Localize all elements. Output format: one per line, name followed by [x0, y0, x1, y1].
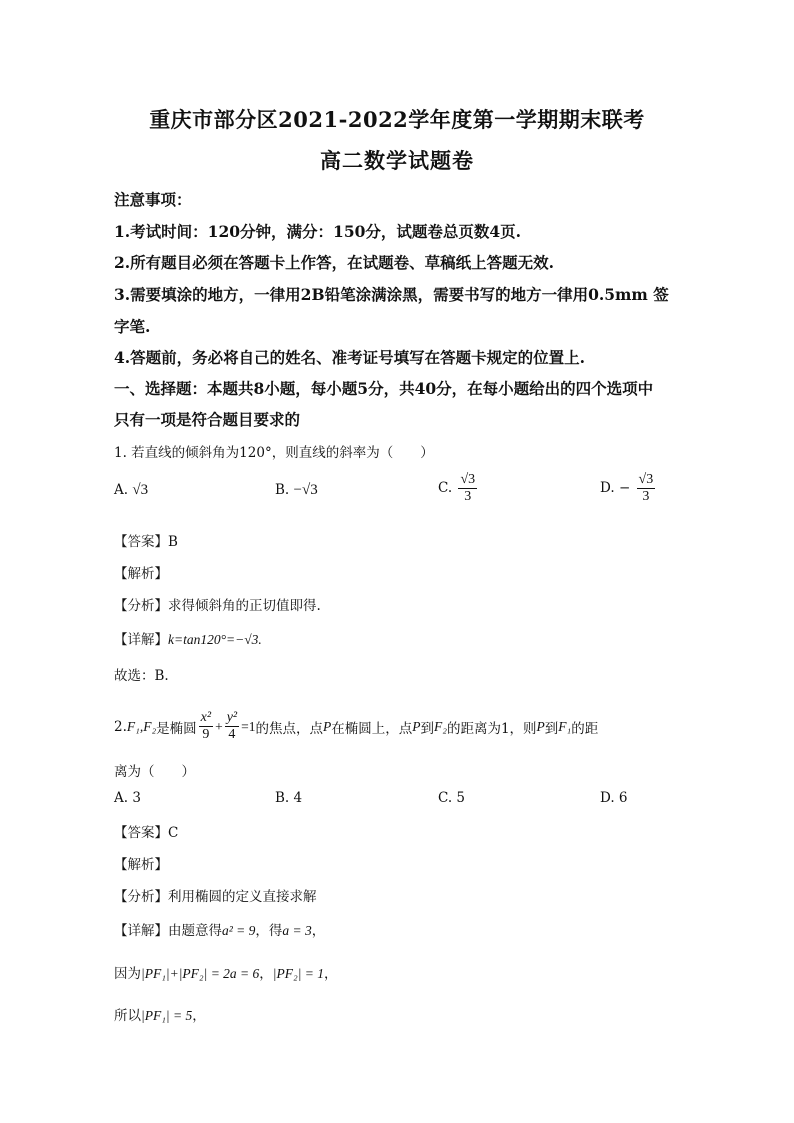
q1-fenxi	[114, 594, 321, 614]
note-item-1: 1.考试时间：120分钟，满分：150分，试题卷总页数4页.	[114, 222, 522, 241]
note-item-3-cont: 字笔.	[114, 317, 151, 336]
because-end: ，	[324, 966, 338, 982]
fenxi-text: 求得倾斜角的正切值即得.	[168, 598, 321, 614]
minus-sign: −	[618, 480, 631, 497]
denominator: 4	[228, 727, 236, 743]
because-math: |PF₁|+|PF₂| = 2a = 6	[141, 966, 260, 981]
stem-text: 到	[544, 720, 559, 737]
note-item-2: 2.所有题目必须在答题卡上作答，在试题卷、草稿纸上答题无效.	[114, 253, 555, 272]
q1-detail	[114, 628, 262, 648]
q2-option-a: A. 3	[114, 790, 141, 806]
q1-answer	[114, 530, 178, 550]
numerator: √3	[458, 472, 477, 489]
q2-stem: 2. F₁,F₂ 是椭圆 $\frac{\text{x²}}{9}$ + $\frac{\text{y²}}{4}$ =1 的焦点，点 P 在椭圆上，点 P 到 F₂ 的距离为1，则 P 到 F₁ 的距	[114, 710, 599, 743]
detail-math: a² = 9	[222, 923, 256, 938]
option-value: −√3	[293, 482, 318, 498]
option-label: C.	[438, 480, 453, 497]
q2-analysis-tag: 【解析】	[114, 857, 168, 873]
option-label: B.	[275, 482, 290, 498]
fraction	[637, 472, 656, 505]
fraction	[458, 472, 477, 505]
stem-text: 到	[420, 720, 434, 737]
point-p: P	[412, 718, 421, 734]
stem-text: 的焦点，点	[255, 720, 323, 737]
note-item-4: 4.答题前，务必将自己的姓名、准考证号填写在答题卡规定的位置上.	[114, 348, 586, 367]
ellipse-rhs: =1	[241, 718, 256, 734]
answer-tag: 【答案】	[114, 534, 168, 550]
stem-text: 的距离为1，则	[446, 720, 537, 737]
q2-number: 2.	[114, 718, 127, 735]
q2-option-c: C. 5	[438, 790, 466, 806]
stem-text: 在椭圆上，点	[331, 720, 413, 737]
detail-text: ，	[311, 923, 326, 939]
foci-symbols: F₁,F₂	[126, 718, 157, 734]
answer-tag: 【答案】	[114, 825, 168, 841]
q2-because	[114, 962, 338, 982]
numerator: y²	[225, 710, 239, 727]
answer-value: C	[168, 825, 179, 841]
detail-text: ，得	[255, 923, 283, 939]
fenxi-tag: 【分析】	[114, 598, 168, 614]
q2-option-d: D. 6	[600, 790, 628, 806]
section1-heading: 一、选择题：本题共8小题，每小题5分，共40分，在每小题给出的四个选项中	[114, 379, 654, 398]
note-item-3: 3.需要填涂的地方，一律用2B铅笔涂满涂黑，需要书写的地方一律用0.5mm 签	[114, 285, 669, 304]
q1-option-d	[600, 472, 657, 505]
answer-value: B	[168, 534, 178, 550]
detail-math: a = 3	[282, 923, 312, 938]
ellipse-y-term	[225, 710, 239, 743]
detail-text: k=tan120°=−√3.	[168, 632, 262, 647]
q2-stem-cont: 离为（ ）	[114, 764, 195, 780]
q1-option-c	[438, 472, 479, 505]
q2-detail	[114, 919, 325, 939]
point-p: P	[323, 718, 332, 734]
option-label: D.	[600, 480, 615, 497]
q2-option-b: B. 4	[275, 790, 303, 806]
q2-answer	[114, 821, 178, 841]
because-text: 因为	[114, 966, 141, 982]
q2-so	[114, 1004, 206, 1024]
fenxi-text: 利用椭圆的定义直接求解	[168, 889, 317, 905]
ellipse-x-term	[199, 710, 213, 743]
because-math-2: |PF₂| = 1	[272, 966, 325, 981]
point-p: P	[536, 718, 545, 734]
fenxi-tag: 【分析】	[114, 889, 168, 905]
so-end: ，	[192, 1008, 206, 1024]
notes-heading: 注意事项：	[114, 190, 192, 209]
q1-analysis-tag: 【解析】	[114, 566, 168, 582]
option-value: √3	[132, 482, 149, 498]
section1-heading-cont: 只有一项是符合题目要求的	[114, 410, 301, 429]
numerator: √3	[637, 472, 656, 489]
because-sep: ，	[259, 966, 273, 982]
detail-text: 由题意得	[168, 923, 222, 939]
so-math: |PF₁| = 5	[141, 1008, 193, 1023]
exam-title: 重庆市部分区2021-2022学年度第一学期期末联考	[149, 107, 645, 132]
q1-option-b	[275, 482, 318, 499]
focus-f1: F₁	[558, 718, 572, 734]
q2-fenxi	[114, 885, 317, 905]
exam-subtitle: 高二数学试题卷	[320, 148, 474, 173]
q1-stem: 1. 若直线的倾斜角为120°，则直线的斜率为（ ）	[114, 445, 434, 461]
option-label: A.	[114, 482, 129, 498]
q1-conclusion: 故选：B.	[114, 668, 169, 684]
detail-tag: 【详解】	[114, 632, 168, 648]
denominator: 3	[642, 489, 650, 505]
q1-option-a	[114, 482, 148, 499]
focus-f2: F₂	[434, 718, 447, 734]
detail-tag: 【详解】	[114, 923, 168, 939]
stem-text: 的距	[571, 720, 599, 737]
denominator: 3	[464, 489, 472, 505]
denominator: 9	[202, 727, 210, 743]
so-text: 所以	[114, 1008, 141, 1024]
stem-text: 是椭圆	[156, 720, 197, 737]
numerator: x²	[199, 710, 213, 727]
